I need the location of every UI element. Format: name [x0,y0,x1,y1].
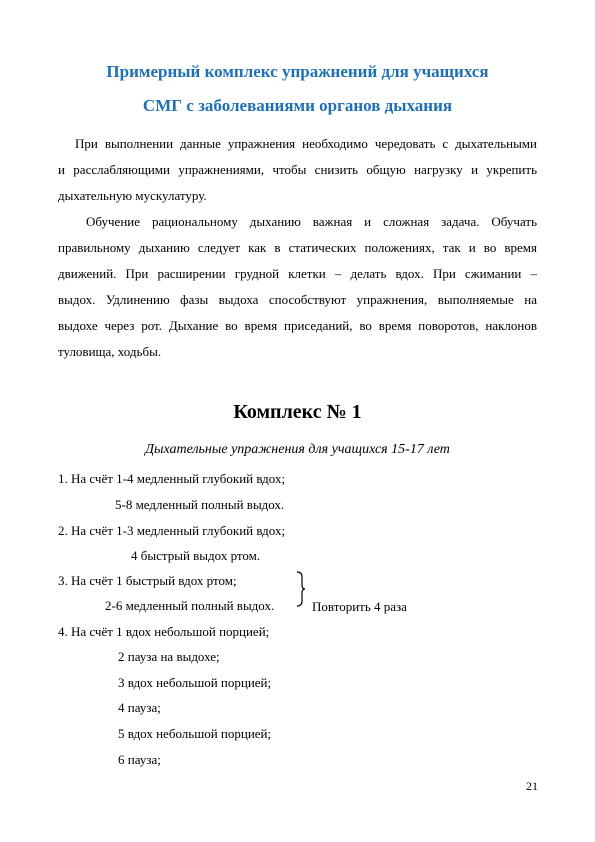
exercise-4-line-4: 4 пауза; [118,700,161,715]
intro-p2-line-5: выдохе через рот. Дыхание во время приседаний, во время поворотов, наклонов [58,318,537,333]
exercise-1-line-2: 5-8 медленный полный выдох. [115,497,285,512]
exercise-2-line-2: 4 быстрый выдох ртом. [131,548,261,563]
exercise-4-line-6: 6 пауза; [118,752,161,767]
exercise-3-line-2: 2-6 медленный полный выдох. [105,598,275,613]
complex-heading: Комплекс № 1 [233,401,362,423]
complex-subtitle: Дыхательные упражнения для учащихся 15-17 лет [145,442,450,457]
intro-p1-line-2: и расслабляющими упражнениями, чтобы снизить общую нагрузку и укрепить [58,162,537,177]
intro-p1-line-1: При выполнении данные упражнения необходимо чередовать с дыхательными [75,136,537,151]
exercise-3-line-1: 3. На счёт 1 быстрый вдох ртом; [58,573,237,588]
intro-p2-line-1: Обучение рациональному дыханию важная и сложная задача. Обучать [86,214,537,229]
intro-p2-line-6: туловища, ходьбы. [58,344,162,359]
intro-p2-line-3: движений. При расширении грудной клетки – делать вдох. При сжимании – [58,266,537,281]
exercise-4-line-3: 3 вдох небольшой порцией; [118,675,272,690]
exercise-4-line-2: 2 пауза на выдохе; [118,649,220,664]
exercise-1-line-1: 1. На счёт 1-4 медленный глубокий вдох; [58,471,286,486]
page-number: 21 [526,779,538,793]
page-title-line-1: Примерный комплекс упражнений для учащихся [106,62,489,81]
exercise-2-line-1: 2. На счёт 1-3 медленный глубокий вдох; [58,523,286,538]
right-brace-icon [296,571,306,607]
exercise-4-line-1: 4. На счёт 1 вдох небольшой порцией; [58,624,270,639]
repeat-note: Повторить 4 раза [312,599,407,614]
page-title-line-2: СМГ с заболеваниями органов дыхания [142,96,453,115]
exercise-4-line-5: 5 вдох небольшой порцией; [118,726,272,741]
intro-p1-line-3: дыхательную мускулатуру. [58,188,207,203]
intro-p2-line-4: выдох. Удлинению фазы выдоха способствуют упражнения, выполняемые на [58,292,537,307]
intro-p2-line-2: правильному дыханию следует как в статических положениях, так и во время [58,240,537,255]
